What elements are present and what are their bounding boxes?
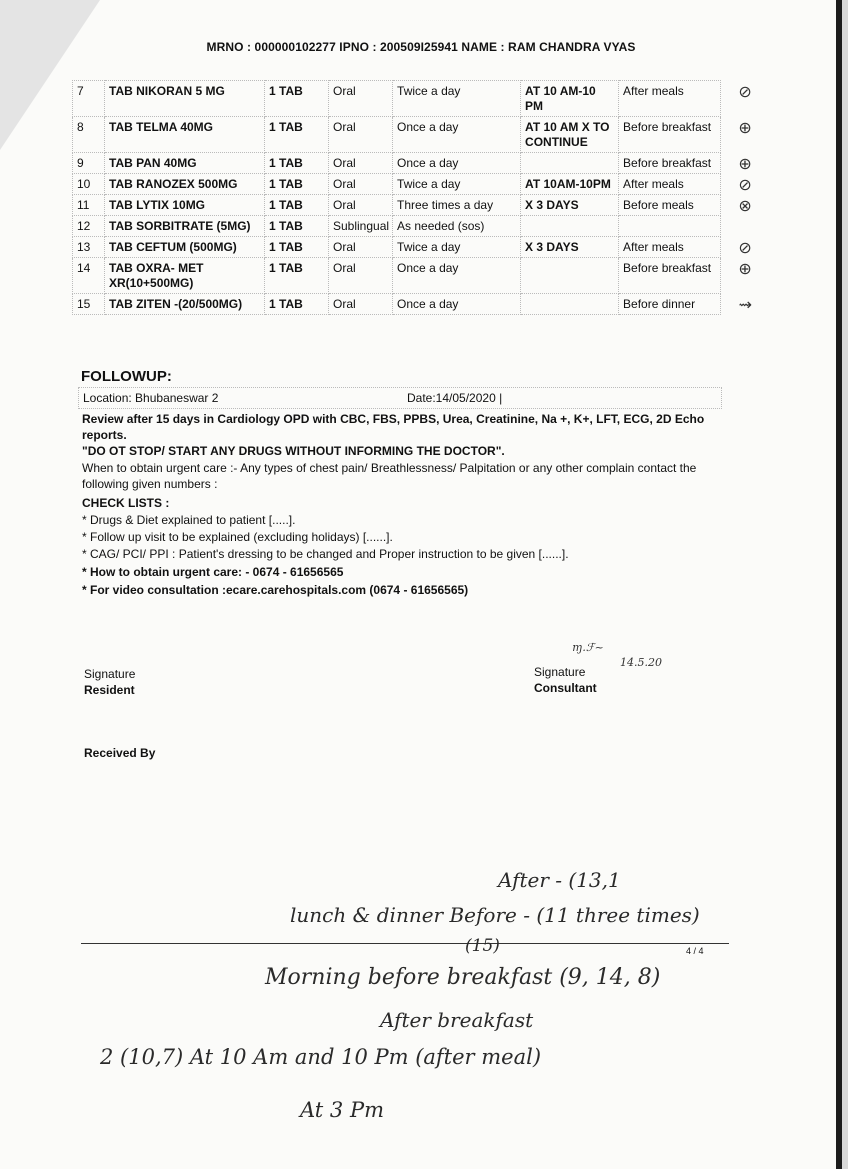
medication-no: 7 bbox=[73, 81, 105, 117]
checklist-item: * Drugs & Diet explained to patient [.....]. bbox=[82, 513, 296, 527]
handwritten-mark-icon: ⊘ bbox=[738, 81, 752, 101]
medication-name: TAB ZITEN -(20/500MG) bbox=[105, 294, 265, 315]
drug-warning: "DO OT STOP/ START ANY DRUGS WITHOUT INFORMING THE DOCTOR". bbox=[82, 444, 505, 458]
medication-name: TAB SORBITRATE (5MG) bbox=[105, 216, 265, 237]
medication-name: TAB TELMA 40MG bbox=[105, 117, 265, 153]
consultant-sign-date: 14.5.20 bbox=[620, 656, 662, 669]
medication-frequency: Twice a day bbox=[393, 174, 521, 195]
handwritten-mark-icon: ⊘ bbox=[738, 237, 752, 257]
urgent-care-note: When to obtain urgent care :- Any types of chest pain/ Breathlessness/ Palpitation or any other complain contact the following given numbers : bbox=[82, 461, 697, 491]
medication-no: 9 bbox=[73, 153, 105, 174]
followup-info-box bbox=[78, 387, 722, 409]
medication-instruction: Before breakfast bbox=[619, 117, 721, 153]
medication-instruction bbox=[619, 216, 721, 237]
medication-dose: 1 TAB bbox=[265, 81, 329, 117]
medication-timing: X 3 DAYS bbox=[521, 237, 619, 258]
handwritten-mark-icon: ⊕ bbox=[738, 258, 752, 278]
resident-signature-label: Signature bbox=[84, 667, 136, 681]
medication-row bbox=[73, 153, 769, 174]
medication-row bbox=[73, 117, 769, 153]
urgent-contact: * How to obtain urgent care: - 0674 - 61656565 bbox=[82, 565, 344, 579]
video-consultation: * For video consultation :ecare.carehospitals.com (0674 - 61656565) bbox=[82, 583, 469, 597]
handwritten-mark-icon bbox=[721, 216, 769, 237]
medication-dose: 1 TAB bbox=[265, 216, 329, 237]
medication-instruction: Before breakfast bbox=[619, 153, 721, 174]
scan-edge bbox=[836, 0, 842, 1169]
medication-name: TAB LYTIX 10MG bbox=[105, 195, 265, 216]
handwritten-note: After breakfast bbox=[380, 1008, 534, 1032]
medication-route: Oral bbox=[329, 294, 393, 315]
medication-frequency: Once a day bbox=[393, 117, 521, 153]
medication-dose: 1 TAB bbox=[265, 117, 329, 153]
handwritten-note: Morning before breakfast (9, 14, 8) bbox=[265, 965, 661, 990]
medication-instruction: Before dinner bbox=[619, 294, 721, 315]
medication-no: 8 bbox=[73, 117, 105, 153]
medication-row bbox=[73, 237, 769, 258]
handwritten-note: (15) bbox=[465, 936, 500, 956]
medication-name: TAB RANOZEX 500MG bbox=[105, 174, 265, 195]
medication-row bbox=[73, 294, 769, 315]
medication-no: 11 bbox=[73, 195, 105, 216]
medication-instruction: Before meals bbox=[619, 195, 721, 216]
medication-frequency: As needed (sos) bbox=[393, 216, 521, 237]
handwritten-mark-icon: ⊗ bbox=[738, 195, 752, 215]
medication-no: 15 bbox=[73, 294, 105, 315]
medication-row bbox=[73, 195, 769, 216]
medication-row bbox=[73, 81, 769, 117]
medication-dose: 1 TAB bbox=[265, 237, 329, 258]
checklist-item: * CAG/ PCI/ PPI : Patient's dressing to be changed and Proper instruction to be given [......]. bbox=[82, 547, 569, 561]
handwritten-mark-icon: ⊕ bbox=[738, 117, 752, 137]
medication-no: 14 bbox=[73, 258, 105, 294]
handwritten-note: At 3 Pm bbox=[300, 1098, 384, 1122]
checklist-item: * Follow up visit to be explained (excluding holidays) [......]. bbox=[82, 530, 393, 544]
location: Location: Bhubaneswar 2 bbox=[83, 391, 219, 405]
medication-frequency: Once a day bbox=[393, 258, 521, 294]
page-number: 4 / 4 bbox=[686, 946, 704, 956]
medication-timing bbox=[521, 216, 619, 237]
medication-timing: AT 10AM-10PM bbox=[521, 174, 619, 195]
medication-frequency: Three times a day bbox=[393, 195, 521, 216]
medication-frequency: Twice a day bbox=[393, 237, 521, 258]
medication-timing: AT 10 AM-10 PM bbox=[521, 81, 619, 117]
medication-row bbox=[73, 216, 769, 237]
medication-frequency: Twice a day bbox=[393, 81, 521, 117]
handwritten-mark-icon: ⊕ bbox=[738, 153, 752, 173]
patient-header: MRNO : 000000102277 IPNO : 200509I25941 NAME : RAM CHANDRA VYAS bbox=[206, 40, 636, 54]
medication-instruction: After meals bbox=[619, 81, 721, 117]
medication-route: Oral bbox=[329, 195, 393, 216]
medication-instruction: After meals bbox=[619, 174, 721, 195]
received-by: Received By bbox=[84, 746, 156, 760]
medication-timing bbox=[521, 153, 619, 174]
medication-timing: X 3 DAYS bbox=[521, 195, 619, 216]
resident-role: Resident bbox=[84, 683, 135, 697]
medication-timing bbox=[521, 258, 619, 294]
consultant-role: Consultant bbox=[534, 681, 597, 695]
medication-no: 12 bbox=[73, 216, 105, 237]
medication-instruction: Before breakfast bbox=[619, 258, 721, 294]
medication-row bbox=[73, 258, 769, 294]
medication-dose: 1 TAB bbox=[265, 195, 329, 216]
medication-dose: 1 TAB bbox=[265, 153, 329, 174]
medication-name: TAB PAN 40MG bbox=[105, 153, 265, 174]
medication-table bbox=[72, 80, 769, 315]
medication-name: TAB CEFTUM (500MG) bbox=[105, 237, 265, 258]
medication-route: Oral bbox=[329, 258, 393, 294]
medication-name: TAB NIKORAN 5 MG bbox=[105, 81, 265, 117]
consultant-signature-label: Signature bbox=[534, 665, 586, 679]
resident-signature bbox=[84, 666, 135, 698]
medication-instruction: After meals bbox=[619, 237, 721, 258]
medication-dose: 1 TAB bbox=[265, 174, 329, 195]
footer-rule bbox=[81, 943, 729, 944]
medication-route: Oral bbox=[329, 117, 393, 153]
handwritten-note: 2 (10,7) At 10 Am and 10 Pm (after meal) bbox=[100, 1045, 542, 1069]
medication-no: 10 bbox=[73, 174, 105, 195]
checklist-title: CHECK LISTS : bbox=[82, 496, 170, 510]
medication-dose: 1 TAB bbox=[265, 294, 329, 315]
medication-name: TAB OXRA- MET XR(10+500MG) bbox=[105, 258, 265, 294]
medication-row bbox=[73, 174, 769, 195]
medication-route: Oral bbox=[329, 81, 393, 117]
handwritten-note: After - (13,1 bbox=[498, 868, 621, 892]
medication-timing: AT 10 AM X TO CONTINUE bbox=[521, 117, 619, 153]
medication-route: Sublingual bbox=[329, 216, 393, 237]
consultant-signature bbox=[534, 664, 597, 696]
medication-route: Oral bbox=[329, 237, 393, 258]
handwritten-note: lunch & dinner Before - (11 three times) bbox=[290, 903, 700, 927]
handwritten-mark-icon: ⊘ bbox=[738, 174, 752, 194]
medication-no: 13 bbox=[73, 237, 105, 258]
medication-route: Oral bbox=[329, 174, 393, 195]
medication-route: Oral bbox=[329, 153, 393, 174]
handwritten-mark-icon: ⇝ bbox=[738, 294, 752, 314]
review-instruction: Review after 15 days in Cardiology OPD with CBC, FBS, PPBS, Urea, Creatinine, Na +, K+, LFT, ECG, 2D Echo reports. bbox=[82, 412, 705, 442]
medication-dose: 1 TAB bbox=[265, 258, 329, 294]
medication-frequency: Once a day bbox=[393, 294, 521, 315]
followup-date: Date:14/05/2020 | bbox=[407, 391, 503, 405]
followup-title: FOLLOWUP: bbox=[81, 368, 172, 385]
medication-frequency: Once a day bbox=[393, 153, 521, 174]
consultant-initials-scribble: ɱ.ℱ~ bbox=[572, 641, 604, 654]
medication-timing bbox=[521, 294, 619, 315]
